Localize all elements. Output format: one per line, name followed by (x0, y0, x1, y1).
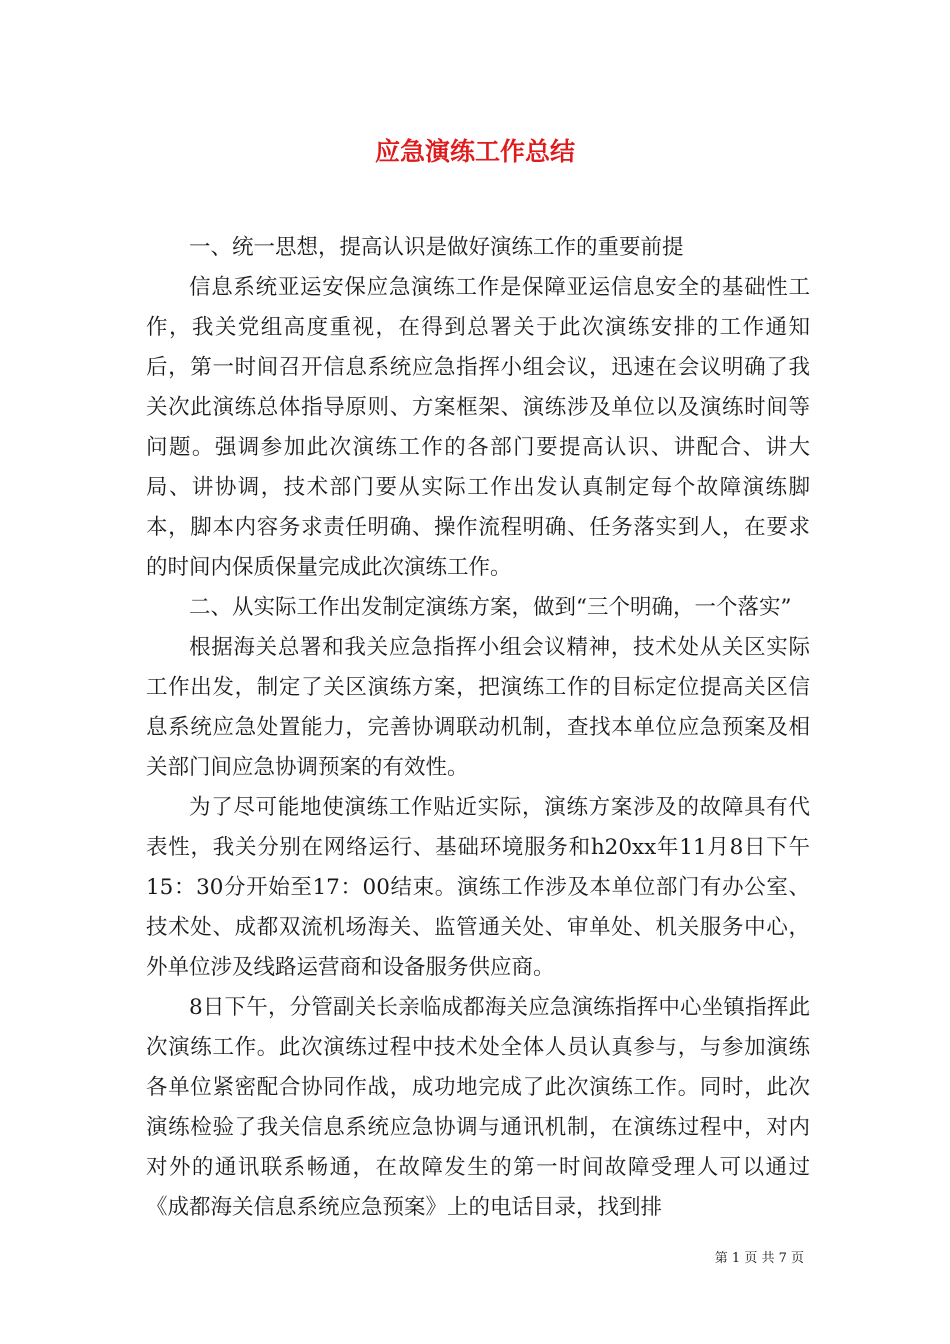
section-heading-2: 二、从实际工作出发制定演练方案，做到“三个明确，一个落实” (189, 595, 792, 620)
paragraph-3: 为了尽可能地使演练工作贴近实际，演练方案涉及的故障具有代表性，我关分别在网络运行、基础环境服务和h20xx年11月8日下午15：30分开始至17：00结束。演练工作涉及本单位部门有办公室、技术处、成都双流机场海关、监管通关处、审单处、机关服务中心，外单位涉及线路运营商和设备服务供应商。 (146, 795, 810, 980)
section-heading-1: 一、统一思想，提高认识是做好演练工作的重要前提 (189, 235, 684, 260)
page-number: 第 1 页 共 7 页 (714, 1251, 804, 1266)
paragraph-2: 根据海关总署和我关应急指挥小组会议精神，技术处从关区实际工作出发，制定了关区演练方案，把演练工作的目标定位提高关区信息系统应急处置能力，完善协调联动机制，查找本单位应急预案及相关部门间应急协调预案的有效性。 (146, 635, 810, 780)
paragraph-1: 信息系统亚运安保应急演练工作是保障亚运信息安全的基础性工作，我关党组高度重视，在得到总署关于此次演练安排的工作通知后，第一时间召开信息系统应急指挥小组会议，迅速在会议明确了我关次此演练总体指导原则、方案框架、演练涉及单位以及演练时间等问题。强调参加此次演练工作的各部门要提高认识、讲配合、讲大局、讲协调，技术部门要从实际工作出发认真制定每个故障演练脚本，脚本内容务求责任明确、操作流程明确、任务落实到人，在要求的时间内保质保量完成此次演练工作。 (146, 275, 810, 580)
document-title: 应急演练工作总结 (374, 137, 575, 166)
document-body (146, 228, 810, 1228)
paragraph-4: 8日下午，分管副关长亲临成都海关应急演练指挥中心坐镇指挥此次演练工作。此次演练过程中技术处全体人员认真参与，与参加演练各单位紧密配合协同作战，成功地完成了此次演练工作。同时，此次演练检验了我关信息系统应急协调与通讯机制，在演练过程中，对内对外的通讯联系畅通，在故障发生的第一时间故障受理人可以通过《成都海关信息系统应急预案》上的电话目录，找到排 (146, 995, 810, 1220)
